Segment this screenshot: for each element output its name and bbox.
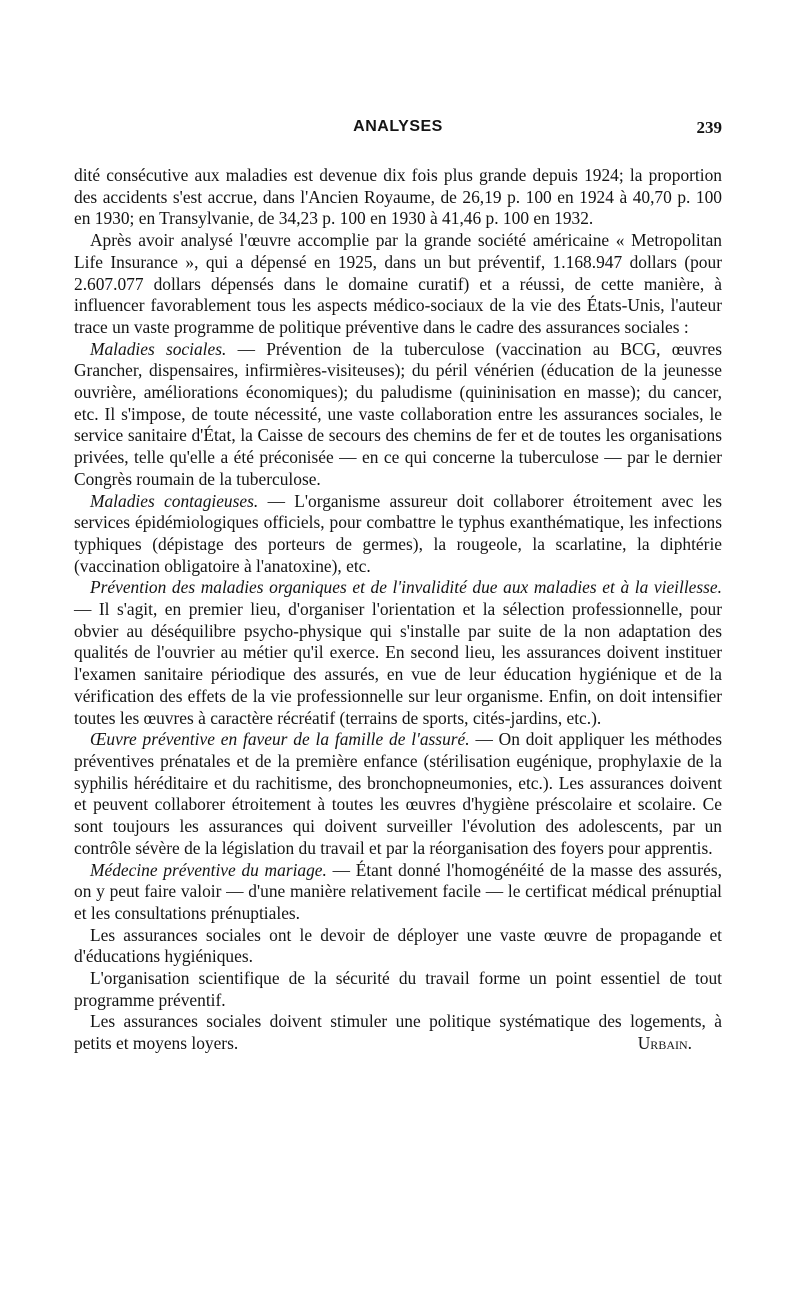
paragraph-continuation: dité consécutive aux maladies est devenue dix fois plus grande depuis 1924; la proportion des accidents s'est accrue, dans l'Ancien Royaume, de 26,19 p. 100 en 1924 à 40,70 p. 100 en 1930; en Transylvanie, de 34,23 p. 100 en 1930 à 41,46 p. 100 en 1932. <box>74 165 722 229</box>
paragraph-securite-travail: L'organisation scientifique de la sécurité du travail forme un point essentiel de tout programme préventif. <box>74 968 722 1010</box>
section-lead: Maladies contagieuses. <box>90 490 259 511</box>
paragraph-text: Les assurances sociales doivent stimuler une politique systématique des logements, à petits et moyens loyers. <box>74 1011 722 1054</box>
section-lead: Maladies sociales. <box>90 338 227 359</box>
paragraph-prevention-maladies-organiques <box>74 577 722 729</box>
section-lead: Médecine préventive du mariage. <box>90 859 327 880</box>
paragraph-maladies-sociales <box>74 339 722 491</box>
paragraph-text: — L'organisme assureur doit collaborer étroitement avec les services épidémiologiques officiels, pour combattre le typhus exanthématique, les infections typhiques (dépistage des porteurs de germes), la rougeole, la scarlatine, la diphtérie (vaccination obligatoire à l'anatoxine), etc. <box>74 490 723 576</box>
paragraph-medecine-mariage <box>74 860 722 925</box>
paragraph-propagande: Les assurances sociales ont le devoir de déployer une vaste œuvre de propagande et d'éducations hygiéniques. <box>74 924 722 967</box>
paragraph-text: — Prévention de la tuberculose (vaccination au BCG, œuvres Grancher, dispensaires, infirmières-visiteuses); du péril vénérien (éducation de la jeunesse ouvrière, améliorations économiques); du paludisme (quininisation en masse); du cancer, etc. Il s'impose, de toute nécessité, une vaste collaboration entre les assurances sociales, le service sanitaire d'État, la Caisse de secours des chemins de fer et de toutes les organisations privées, telle qu'elle a été préconisée — en ce qui concerne la tuberculose — par le dernier Congrès roumain de la tuberculose. <box>74 338 722 489</box>
paragraph-maladies-contagieuses <box>74 491 722 578</box>
page-header <box>74 118 722 146</box>
paragraph-overview: Après avoir analysé l'œuvre accomplie par la grande société américaine « Metropolitan Life Insurance », qui a dépensé en 1925, dans un but préventif, 1.168.947 dollars (pour 2.607.077 dollars dépensés dans le domaine curatif) et a réussi, de cette manière, à influencer favorablement tous les aspects médico-sociaux de la vie des États-Unis, l'auteur trace un vaste programme de politique préventive dans le cadre des assurances sociales : <box>74 230 722 337</box>
paragraph-logements <box>74 1011 722 1054</box>
section-lead: Prévention des maladies organiques et de l'invalidité due aux maladies et à la vieillesse. <box>90 577 722 598</box>
author-signature: Urbain. <box>637 1033 692 1054</box>
paragraph-text: — On doit appliquer les méthodes préventives prénatales et de la première enfance (stérilisation eugénique, prophylaxie de la syphilis héréditaire et du rachitisme, des bronchopneumonies, etc.). Les assurances doivent et peuvent collaborer étroitement à toutes les œuvres d'hygiène préscolaire et scolaire. Ce sont toujours les assurances qui doivent surveiller l'évolution des adolescents, par un contrôle sévère de la législation du travail et par la réorganisation des foyers pour apprentis. <box>74 729 722 858</box>
paragraph-text: — Il s'agit, en premier lieu, d'organiser l'orientation et la sélection professionnelle, pour obvier au déséquilibre psycho-physique qui s'installe par suite de la non adaptation des qualités de l'ouvrier au métier qu'il exerce. En second lieu, les assurances doivent instituer l'examen sanitaire périodique des assurés, en vue de leur éducation hygiénique et de la vérification des effets de la vie professionnelle sur leur organisme. Enfin, on doit intensifier toutes les œuvres à caractère récréatif (terrains de sports, cités-jardins, etc.). <box>74 599 722 728</box>
running-title: ANALYSES <box>353 118 443 135</box>
paragraph-oeuvre-preventive-famille <box>74 729 722 859</box>
paragraph-text: — Étant donné l'homogénéité de la masse des assurés, on y peut faire valoir — d'une manière relativement facile — le certificat médical prénuptial et les consultations prénuptiales. <box>74 859 722 923</box>
section-lead: Œuvre préventive en faveur de la famille de l'assuré. <box>90 729 470 750</box>
page-number: 239 <box>696 118 722 137</box>
article-body <box>74 165 722 1055</box>
